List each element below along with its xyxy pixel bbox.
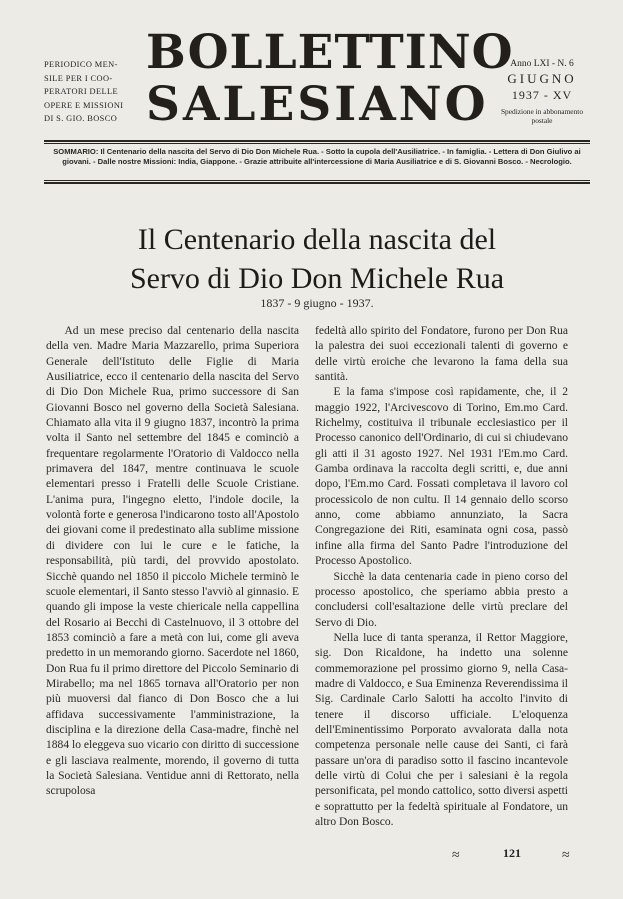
article-subtitle: 1837 - 9 giugno - 1937. [260, 296, 374, 310]
footer-ornament-left: ≈ [452, 848, 460, 863]
masthead-rule [44, 140, 590, 142]
masthead-title [146, 25, 514, 132]
masthead-left-line: PERIODICO MEN- [44, 60, 118, 69]
article-paragraph: Nella luce di tanta speranza, il Rettor Maggiore, sig. Don Ricaldone, ha indetto una solenne commemorazione pel prossimo giorno 9, nella Casa-madre di Valdocco, e Sua Eminenza Reverendissima il Sig. Cardinale Carlo Salotti ha accolto l'invito di tenere il discorso ufficiale. L'eloquenza dell'Eminentissimo Porporato avvalorata dalla nota competenza personale nelle cause dei Santi, ci farà passare un'ora di paradiso sotto il fascino incantevole delle virtù di Colui che per i salesiani è la regola personificata, pel mondo cattolico, sotto diversi aspetti e soprattutto per la fedeltà spirituale al Fondatore, un altro Don Bosco. [315, 631, 568, 828]
masthead-title-line1: BOLLETTINO [146, 25, 514, 80]
table-of-contents: SOMMARIO: Il Centenario della nascita del Servo di Dio Don Michele Rua. - Sotto la cupola dell'Ausiliatrice. - In famiglia. - Lettera di Don Giulivo ai giovani. - Dalle nostre Missioni: India, Giappone. - Grazie attribuite all'intercessione di Maria Ausiliatrice e di S. Giovanni Bosco. - Necrologio. [53, 147, 581, 167]
article-title [44, 220, 590, 298]
masthead-left-line: PERATORI DELLE [44, 87, 119, 97]
masthead-left-line: OPERE E MISSIONI [44, 100, 124, 110]
page-number: 121 [503, 846, 521, 860]
masthead-issue-info [492, 58, 592, 125]
issue-number: Anno LXI - N. 6 [510, 59, 574, 69]
article-title-line1: Il Centenario della nascita del [137, 223, 497, 256]
contents-rule-thick [44, 182, 590, 184]
contents-rule [44, 180, 590, 181]
article-column-left [46, 324, 299, 800]
article-paragraph: Ad un mese preciso dal centenario della nascita della ven. Madre Maria Mazzarello, prima Superiora Generale dell'Istituto delle Figlie di Maria Ausiliatrice, ecco il centenario della nascita del Servo di Dio Don Michele Rua, primo successore di San Giovanni Bosco nel governo della Società Salesiana. Chiamato alla vita il 9 giugno 1837, incontrò la prima volta il Santo nel settembre del 1845 e cominciò a frequentare regolarmente l'Oratorio di Valdocco nella primavera del 1847, mentre continuava le scuole elementari presso i Fratelli delle Scuole Cristiane. L'anima pura, l'ingegno eletto, l'indole docile, la volontà forte e generosa l'indicarono tosto all'Apostolo dei giovani come il predestinato alla sublime missione di dividere con lui le cure e le fatiche, la responsabilità, più tardi, del provvido apostolato. Sicchè quando nel 1850 il piccolo Michele terminò le scuole elementari, il Santo stesso l'avviò al ginnasio. E quando gli impose la veste chiericale nella cappellina del Rosario ai Becchi di Castelnuovo, il 3 ottobre del 1853 cominciò a fare a metà con lui, come gli aveva predetto in un memorando giorno. Sacerdote nel 1860, Don Rua fu il primo direttore del Piccolo Seminario di Mirabello; ma nel 1865 tornava all'Oratorio per non più muoversi dal fianco di Don Bosco che a lui affidava successivamente l'amministrazione, la disciplina e la direzione della Casa-madre, finchè nel 1884 lo eleggeva suo vicario con diritto di successione e gli lasciava realmente, morendo, il governo di tutta la Società Salesiana. Ventidue anni di Rettorato, nella scrupolosa [46, 325, 299, 798]
masthead-title-line2: SALESIANO [146, 77, 489, 132]
masthead-left-text [44, 58, 144, 126]
article-title-line2: Servo di Dio Don Michele Rua [129, 262, 505, 295]
masthead-rule-thin [44, 143, 590, 144]
article-column-right [315, 324, 568, 830]
article-paragraph: E la fama s'impose così rapidamente, che, il 2 maggio 1922, l'Arcivescovo di Torino, Em.mo Card. Richelmy, costituiva il tribunale ecclesiastico per il Processo canonico dell'Ordinario, di cui si chiudevano gli atti il 31 agosto 1927. Nel 1931 l'Em.mo Card. Gamba ordinava la raccolta degli scritti, e, due anni dopo, l'Em.mo Card. Fossati completava il lavoro col processicolo de non cultu. Il 14 gennaio dello scorso anno, come abbiamo annunziato, la Sacra Congregazione dei Riti, esaminata ogni cosa, passò infine alla firma del Santo Padre l'introduzione del Processo Apostolico. [315, 386, 568, 568]
postal-note: Spedizione in abbonamento postale [500, 107, 584, 125]
article-paragraph-continued: fedeltà allo spirito del Fondatore, furono per Don Rua la palestra dei suoi eccezionali talenti di governo e delle virtù eroiche che levarono la fama della sua santità. [315, 325, 568, 384]
footer-ornament-right: ≈ [562, 848, 570, 863]
masthead-left-line: SILE PER I COO- [44, 73, 113, 83]
issue-month: GIUGNO [507, 71, 577, 86]
article-paragraph: Sicchè la data centenaria cade in pieno corso del processo apostolico, che speriamo abbia presto a concludersi coll'esaltazione delle virtù preclare del Servo di Dio. [315, 570, 568, 629]
masthead-left-line: DI S. GIO. BOSCO [44, 114, 118, 124]
issue-year: 1937 - XV [511, 88, 573, 102]
